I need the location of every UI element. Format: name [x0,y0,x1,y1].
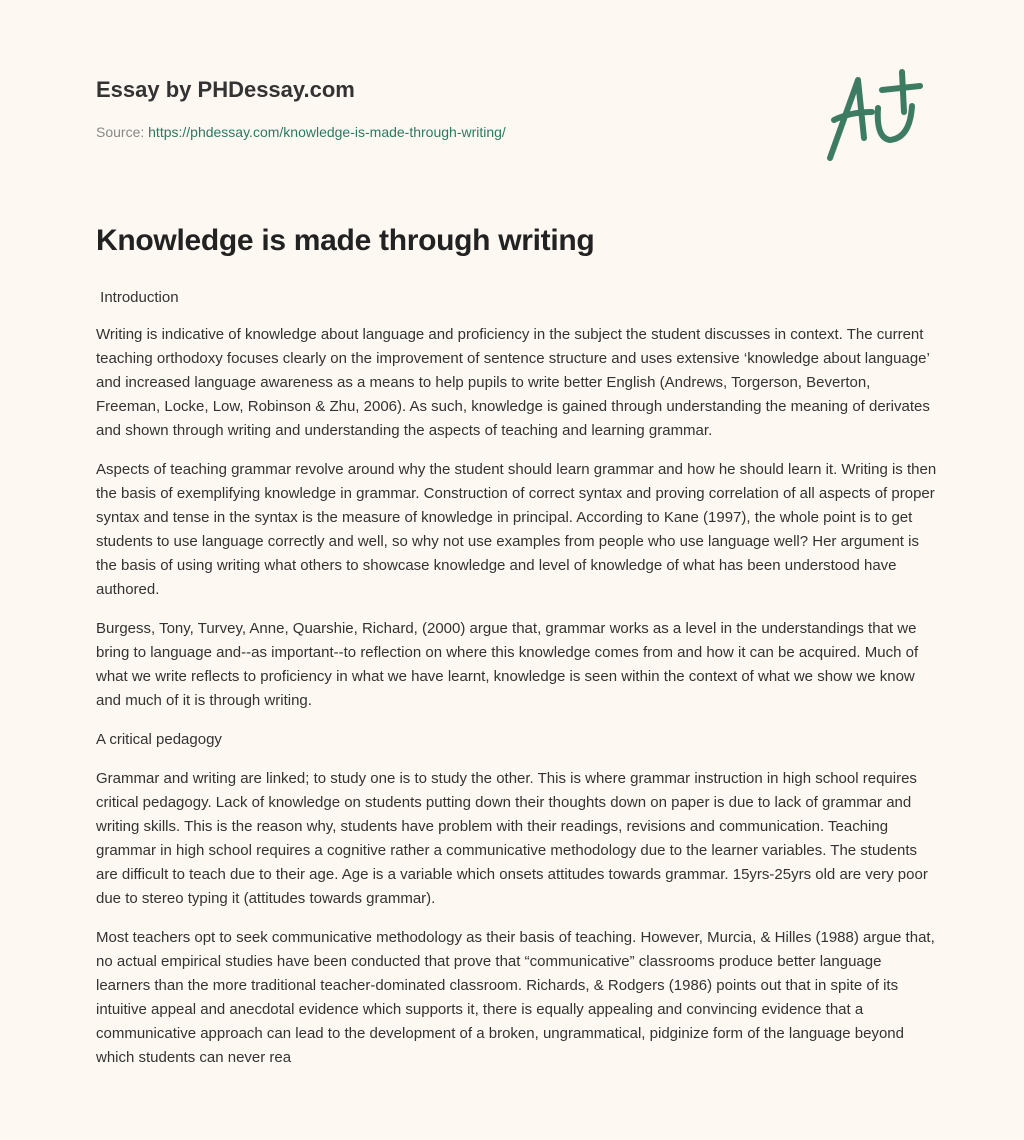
source-link[interactable]: https://phdessay.com/knowledge-is-made-through-writing/ [148,124,506,140]
essay-body [96,286,938,1085]
paragraph: Burgess, Tony, Turvey, Anne, Quarshie, Richard, (2000) argue that, grammar works as a level in the understandings that we bring to language and--as important--to reflection on where this knowledge comes from and how it can be acquired. Much of what we write reflects to proficiency in what we have learnt, knowledge is seen within the context of what we show we know and much of it is through writing. [96,620,919,709]
essay-title: Knowledge is made through writing [96,224,595,257]
paragraph: Grammar and writing are linked; to study one is to study the other. This is where grammar instruction in high school requires critical pedagogy. Lack of knowledge on students putting down their thoughts down on paper is due to lack of grammar and writing skills. This is the reason why, students have problem with their readings, revisions and communication. Teaching grammar in high school requires a cognitive rather a communicative methodology due to the learner variables. The students are difficult to teach due to their age. Age is a variable which onsets attitudes towards grammar. 15yrs-25yrs old are very poor due to stereo typing it (attitudes towards grammar). [96,770,928,907]
section-heading-introduction: Introduction [96,289,179,306]
paragraph: Aspects of teaching grammar revolve around why the student should learn grammar and how he should learn it. Writing is then the basis of exemplifying knowledge in grammar. Construction of correct syntax and proving correlation of all aspects of proper syntax and tense in the syntax is the measure of knowledge in principal. According to Kane (1997), the whole point is to get students to use language correctly and well, so why not use examples from people who use language well? Her argument is the basis of using writing what others to showcase knowledge and level of knowledge of what has been understood have authored. [96,461,937,598]
paragraph: Writing is indicative of knowledge about language and proficiency in the subject the student discusses in context. The current teaching orthodoxy focuses clearly on the improvement of sentence structure and uses extensive ‘knowledge about language’ and increased language awareness as a means to help pupils to write better English (Andrews, Torgerson, Beverton, Freeman, Locke, Low, Robinson & Zhu, 2006). As such, knowledge is gained through understanding the meaning of derivates and shown through writing and understanding the aspects of teaching and learning grammar. [96,326,930,439]
paragraph: Most teachers opt to seek communicative methodology as their basis of teaching. However, Murcia, & Hilles (1988) argue that, no actual empirical studies have been conducted that prove that “communicative” classrooms produce better language learners than the more traditional teacher-dominated classroom. Richards, & Rodgers (1986) points out that in spite of its intuitive appeal and anecdotal evidence which supports it, there is equally appealing and convincing evidence that a communicative approach can lead to the development of a broken, ungrammatical, pidginize form of the language beyond which students can never rea [96,929,935,1066]
section-heading-critical-pedagogy: A critical pedagogy [96,731,222,748]
site-brand: Essay by PHDessay.com [96,77,355,102]
a-plus-logo-icon [820,68,930,168]
source-label: Source: [96,124,145,140]
source-line [96,124,506,140]
